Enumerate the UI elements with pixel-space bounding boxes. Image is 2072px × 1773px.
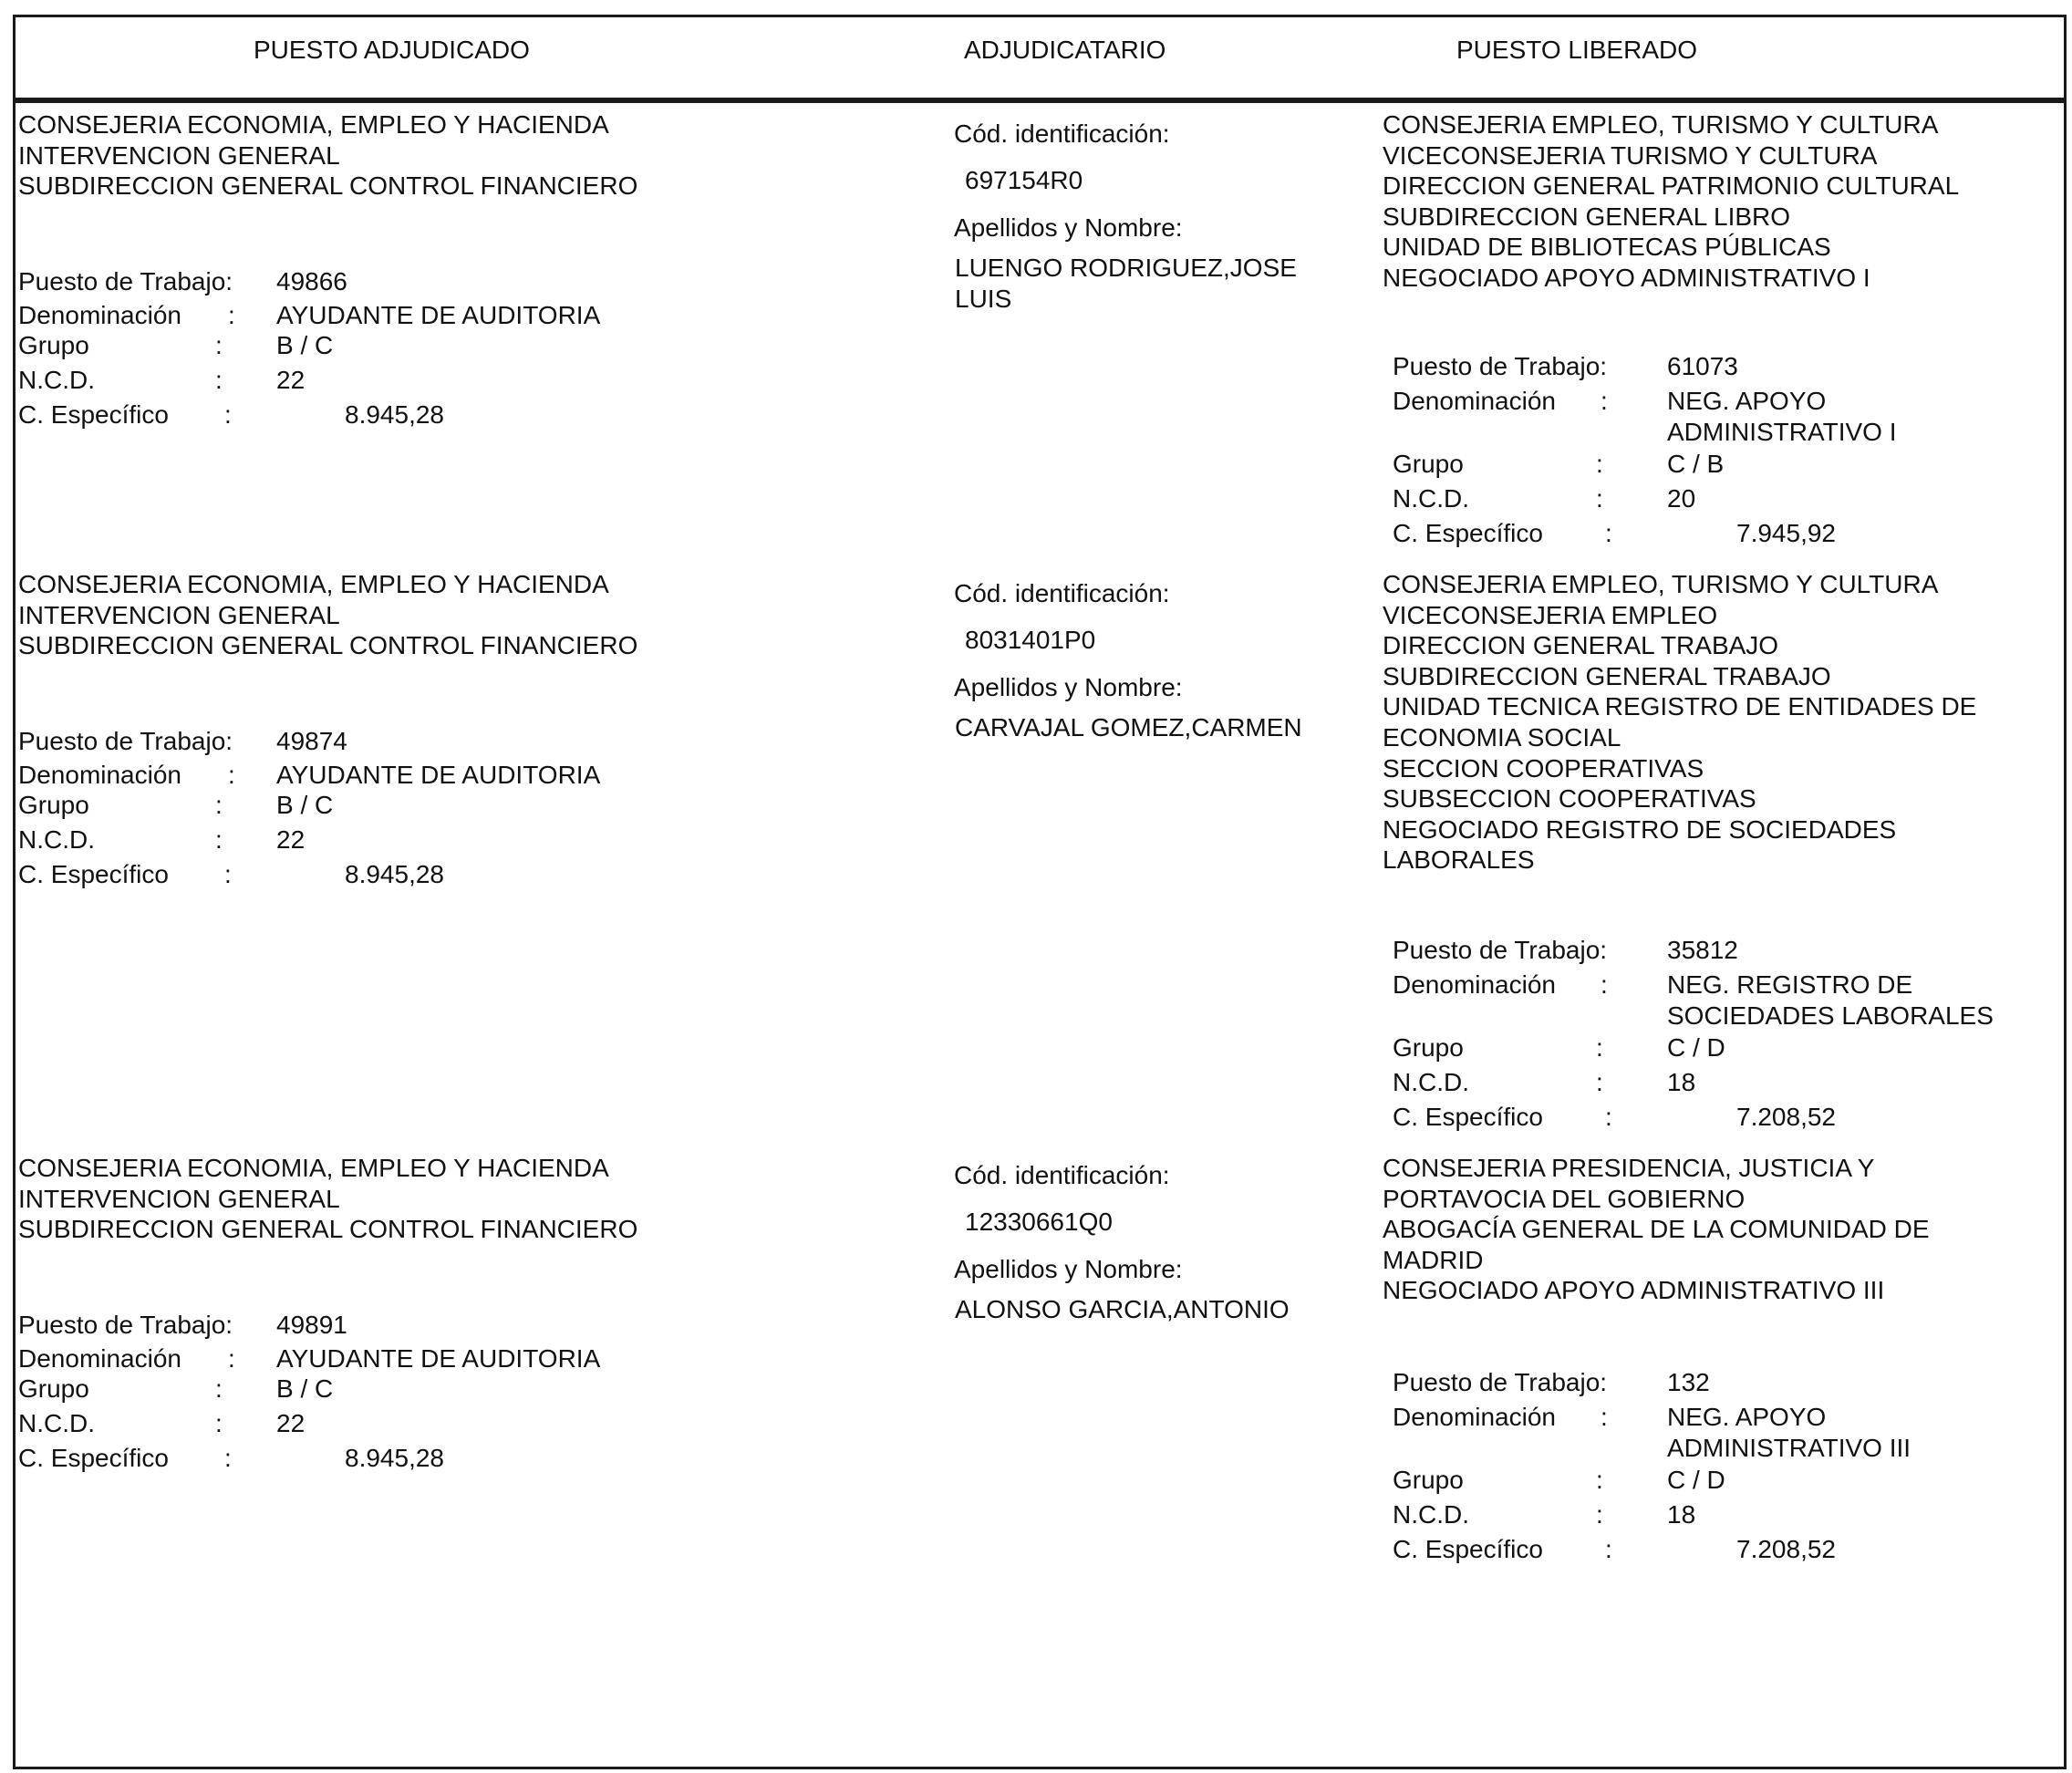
org-line: NEGOCIADO APOYO ADMINISTRATIVO I bbox=[1383, 263, 1870, 292]
cod-label: Cód. identificación: bbox=[954, 1161, 1170, 1189]
colon: : bbox=[224, 860, 232, 888]
colon: : bbox=[215, 1374, 223, 1403]
puesto-value: 49866 bbox=[276, 267, 347, 296]
grupo-label: Grupo bbox=[1393, 1033, 1464, 1062]
ncd-value: 18 bbox=[1667, 1068, 1696, 1096]
org-line: NEGOCIADO REGISTRO DE SOCIEDADES bbox=[1383, 814, 1897, 844]
puesto-value: 49891 bbox=[276, 1311, 347, 1339]
ncd-label: N.C.D. bbox=[1393, 484, 1469, 513]
org-line: SUBDIRECCION GENERAL TRABAJO bbox=[1383, 661, 1831, 690]
grupo-label: Grupo bbox=[18, 791, 89, 819]
ncd-value: 20 bbox=[1667, 484, 1696, 513]
liberado-org bbox=[1383, 569, 1976, 876]
colon: : bbox=[1601, 1403, 1608, 1431]
ncd-label: N.C.D. bbox=[1393, 1500, 1469, 1529]
especifico-label: C. Específico bbox=[1393, 1103, 1543, 1131]
nombre-line: ALONSO GARCIA,ANTONIO bbox=[955, 1295, 1290, 1323]
puesto-label: Puesto de Trabajo: bbox=[18, 1311, 233, 1339]
colon: : bbox=[1605, 1103, 1612, 1131]
org-line: UNIDAD TECNICA REGISTRO DE ENTIDADES DE bbox=[1383, 692, 1977, 721]
puesto-label: Puesto de Trabajo: bbox=[18, 267, 233, 296]
colon: : bbox=[1596, 1500, 1603, 1529]
org-line: SUBDIRECCION GENERAL LIBRO bbox=[1383, 202, 1791, 231]
nombre-line: CARVAJAL GOMEZ,CARMEN bbox=[955, 713, 1302, 741]
colon: : bbox=[1596, 1033, 1603, 1062]
puesto-label: Puesto de Trabajo: bbox=[1393, 352, 1608, 380]
colon: : bbox=[1596, 1466, 1603, 1494]
nombre-value bbox=[955, 253, 1297, 314]
adjudicado-org bbox=[18, 1153, 637, 1245]
ncd-label: N.C.D. bbox=[18, 366, 95, 394]
especifico-value: 8.945,28 bbox=[345, 400, 444, 429]
org-line: VICECONSEJERIA EMPLEO bbox=[1383, 600, 1718, 629]
org-line: INTERVENCION GENERAL bbox=[18, 600, 340, 629]
org-line: SECCION COOPERATIVAS bbox=[1383, 753, 1704, 783]
grupo-label: Grupo bbox=[1393, 1466, 1464, 1494]
denominacion-line: SOCIEDADES LABORALES bbox=[1667, 1001, 1994, 1030]
org-line: DIRECCION GENERAL TRABAJO bbox=[1383, 631, 1779, 660]
grupo-value: C / B bbox=[1667, 450, 1725, 478]
nombre-value bbox=[955, 1294, 1290, 1325]
denominacion-value: AYUDANTE DE AUDITORIA bbox=[276, 301, 601, 329]
denominacion-value: AYUDANTE DE AUDITORIA bbox=[276, 761, 601, 789]
colon: : bbox=[215, 1409, 223, 1437]
especifico-value: 7.208,52 bbox=[1736, 1535, 1836, 1563]
apellidos-label: Apellidos y Nombre: bbox=[954, 673, 1183, 701]
cod-value: 8031401P0 bbox=[965, 626, 1096, 654]
liberado-org bbox=[1383, 109, 1959, 294]
apellidos-label: Apellidos y Nombre: bbox=[954, 213, 1183, 242]
colon: : bbox=[224, 1444, 232, 1472]
especifico-label: C. Específico bbox=[18, 400, 169, 429]
apellidos-label: Apellidos y Nombre: bbox=[954, 1255, 1183, 1283]
grupo-label: Grupo bbox=[18, 331, 89, 359]
puesto-value: 35812 bbox=[1667, 936, 1738, 964]
org-line: CONSEJERIA PRESIDENCIA, JUSTICIA Y bbox=[1383, 1154, 1875, 1182]
especifico-value: 8.945,28 bbox=[345, 1444, 444, 1472]
puesto-label: Puesto de Trabajo: bbox=[1393, 1368, 1608, 1396]
colon: : bbox=[1596, 484, 1603, 513]
header-puesto-liberado: PUESTO LIBERADO bbox=[1456, 36, 1698, 64]
org-line: CONSEJERIA EMPLEO, TURISMO Y CULTURA bbox=[1383, 570, 1939, 598]
liberado-org bbox=[1383, 1153, 1930, 1306]
puesto-value: 49874 bbox=[276, 727, 347, 755]
colon: : bbox=[215, 331, 223, 359]
adjudicado-org bbox=[18, 569, 637, 661]
ncd-value: 18 bbox=[1667, 1500, 1696, 1529]
denominacion-value bbox=[1667, 1402, 1911, 1463]
org-line: INTERVENCION GENERAL bbox=[18, 140, 340, 170]
puesto-label: Puesto de Trabajo: bbox=[1393, 936, 1608, 964]
colon: : bbox=[228, 761, 235, 789]
ncd-label: N.C.D. bbox=[18, 825, 95, 854]
ncd-label: N.C.D. bbox=[1393, 1068, 1469, 1096]
org-line: CONSEJERIA ECONOMIA, EMPLEO Y HACIENDA bbox=[18, 110, 609, 139]
puesto-value: 132 bbox=[1667, 1368, 1710, 1396]
denominacion-line: NEG. APOYO bbox=[1667, 387, 1827, 415]
cod-label: Cód. identificación: bbox=[954, 579, 1170, 607]
org-line: CONSEJERIA ECONOMIA, EMPLEO Y HACIENDA bbox=[18, 570, 609, 598]
adjudicado-org bbox=[18, 109, 637, 202]
org-line: SUBDIRECCION GENERAL CONTROL FINANCIERO bbox=[18, 631, 638, 660]
puesto-label: Puesto de Trabajo: bbox=[18, 727, 233, 755]
denominacion-label: Denominación bbox=[1393, 970, 1556, 999]
org-line: ABOGACÍA GENERAL DE LA COMUNIDAD DE bbox=[1383, 1215, 1930, 1244]
nombre-line: LUENGO RODRIGUEZ,JOSE bbox=[955, 254, 1297, 282]
grupo-value: B / C bbox=[276, 1374, 334, 1403]
colon: : bbox=[215, 366, 223, 394]
denominacion-line: NEG. APOYO bbox=[1667, 1403, 1827, 1431]
colon: : bbox=[1601, 387, 1608, 415]
colon: : bbox=[1605, 1535, 1612, 1563]
org-line: VICECONSEJERIA TURISMO Y CULTURA bbox=[1383, 140, 1878, 170]
org-line: SUBDIRECCION GENERAL CONTROL FINANCIERO bbox=[18, 1215, 638, 1244]
denominacion-value bbox=[1667, 969, 1994, 1031]
especifico-label: C. Específico bbox=[1393, 519, 1543, 547]
org-line: LABORALES bbox=[1383, 845, 1535, 875]
grupo-label: Grupo bbox=[18, 1374, 89, 1403]
header-adjudicatario: ADJUDICATARIO bbox=[964, 36, 1166, 64]
cod-value: 12330661Q0 bbox=[965, 1208, 1113, 1236]
denominacion-line: ADMINISTRATIVO III bbox=[1667, 1433, 1911, 1462]
org-line: INTERVENCION GENERAL bbox=[18, 1184, 340, 1213]
especifico-label: C. Específico bbox=[18, 860, 169, 888]
especifico-value: 7.208,52 bbox=[1736, 1103, 1836, 1131]
cod-value: 697154R0 bbox=[965, 166, 1083, 194]
denominacion-line: NEG. REGISTRO DE bbox=[1667, 970, 1913, 999]
grupo-label: Grupo bbox=[1393, 450, 1464, 478]
org-line: SUBDIRECCION GENERAL CONTROL FINANCIERO bbox=[18, 171, 638, 201]
grupo-value: C / D bbox=[1667, 1033, 1725, 1062]
denominacion-label: Denominación bbox=[18, 1344, 181, 1373]
denominacion-label: Denominación bbox=[1393, 387, 1556, 415]
colon: : bbox=[1596, 1068, 1603, 1096]
especifico-value: 8.945,28 bbox=[345, 860, 444, 888]
denominacion-line: ADMINISTRATIVO I bbox=[1667, 417, 1897, 446]
org-line: DIRECCION GENERAL PATRIMONIO CULTURAL bbox=[1383, 171, 1960, 201]
nombre-line: LUIS bbox=[955, 284, 1012, 313]
colon: : bbox=[224, 400, 232, 429]
ncd-value: 22 bbox=[276, 825, 306, 854]
denominacion-label: Denominación bbox=[18, 761, 181, 789]
org-line: CONSEJERIA EMPLEO, TURISMO Y CULTURA bbox=[1383, 110, 1939, 139]
org-line: CONSEJERIA ECONOMIA, EMPLEO Y HACIENDA bbox=[18, 1154, 609, 1182]
colon: : bbox=[1596, 450, 1603, 478]
denominacion-label: Denominación bbox=[1393, 1403, 1556, 1431]
ncd-value: 22 bbox=[276, 1409, 306, 1437]
denominacion-value: AYUDANTE DE AUDITORIA bbox=[276, 1344, 601, 1373]
colon: : bbox=[215, 791, 223, 819]
org-line: SUBSECCION COOPERATIVAS bbox=[1383, 784, 1756, 814]
especifico-label: C. Específico bbox=[1393, 1535, 1543, 1563]
header-puesto-adjudicado: PUESTO ADJUDICADO bbox=[254, 36, 530, 64]
ncd-label: N.C.D. bbox=[18, 1409, 95, 1437]
org-line: PORTAVOCIA DEL GOBIERNO bbox=[1383, 1184, 1746, 1213]
especifico-value: 7.945,92 bbox=[1736, 519, 1836, 547]
colon: : bbox=[215, 825, 223, 854]
denominacion-label: Denominación bbox=[18, 301, 181, 329]
org-line: MADRID bbox=[1383, 1245, 1484, 1274]
nombre-value bbox=[955, 712, 1302, 743]
especifico-label: C. Específico bbox=[18, 1444, 169, 1472]
grupo-value: B / C bbox=[276, 791, 334, 819]
cod-label: Cód. identificación: bbox=[954, 119, 1170, 148]
ncd-value: 22 bbox=[276, 366, 306, 394]
colon: : bbox=[228, 301, 235, 329]
colon: : bbox=[1605, 519, 1612, 547]
grupo-value: B / C bbox=[276, 331, 334, 359]
grupo-value: C / D bbox=[1667, 1466, 1725, 1494]
colon: : bbox=[1601, 970, 1608, 999]
org-line: ECONOMIA SOCIAL bbox=[1383, 722, 1621, 752]
org-line: NEGOCIADO APOYO ADMINISTRATIVO III bbox=[1383, 1276, 1885, 1305]
org-line: UNIDAD DE BIBLIOTECAS PÚBLICAS bbox=[1383, 233, 1831, 262]
colon: : bbox=[228, 1344, 235, 1373]
denominacion-value bbox=[1667, 386, 1897, 447]
header-divider bbox=[13, 98, 2067, 103]
puesto-value: 61073 bbox=[1667, 352, 1738, 380]
